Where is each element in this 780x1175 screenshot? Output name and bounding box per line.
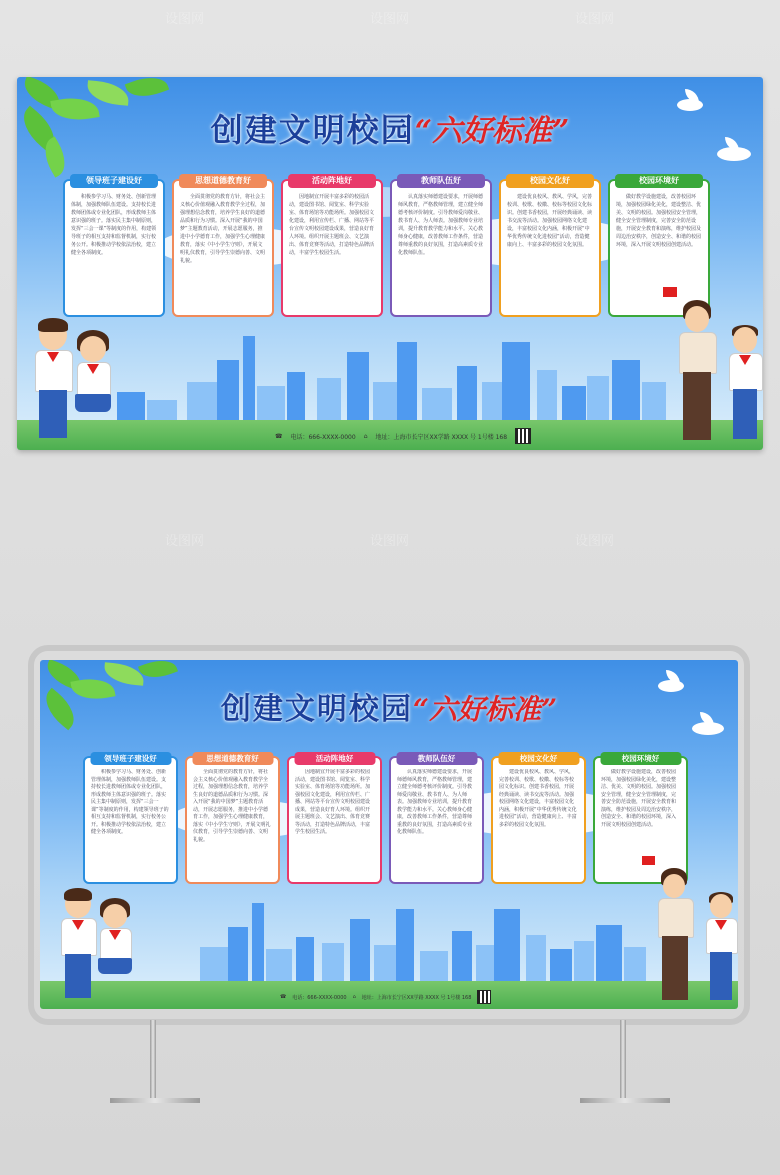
card-6: [593, 753, 688, 884]
card-heading: 教师队伍好: [396, 752, 477, 765]
watermark: 设图网: [370, 12, 410, 27]
phone-icon: ☎: [280, 994, 287, 1000]
watermark: 设图网: [165, 534, 205, 549]
stand-leg: [150, 1020, 156, 1102]
card-2: [185, 753, 280, 884]
card-heading: 校园文化好: [506, 174, 594, 188]
cards-row: [63, 176, 713, 319]
teacher: [654, 870, 694, 1002]
card-text: 全面贯彻党的教育方针，将社会主义核心价值观融入教育教学全过程，加强理想信念教育，培养学生良好的道德品质和行为习惯。深入开展“我的中国梦”主题教育活动，开展志愿服务，推进中小学德育工作，加强学生心理健康教育，落实《中小学生守则》，开展文明礼仪教育，引导学生崇德向善、文明礼貌。: [193, 769, 271, 843]
card-heading: 领导班子建设好: [70, 174, 158, 188]
location-icon: ⌂: [352, 994, 356, 1000]
card-6: [608, 176, 710, 317]
card-heading: 校园环境好: [600, 752, 681, 765]
card-2: [172, 176, 274, 317]
card-heading: 思想道德教育好: [192, 752, 273, 765]
card-heading: 教师队伍好: [397, 174, 485, 188]
card-heading: 校园环境好: [615, 174, 703, 188]
title-main: 创建文明校园: [220, 692, 413, 727]
footer-phone: 电话：666-XXXX-0000: [290, 433, 356, 441]
card-heading: 校园文化好: [498, 752, 579, 765]
qr-code: [477, 990, 491, 1004]
student-girl: [98, 900, 132, 1000]
card-text: 建设优良校风、教风、学风，完善校训、校歌、校徽、校标等校园文化标识。创建书香校园，开展经典诵读、读书交流等活动。加强校园网络文化建设，丰富校园文化内涵，积极开展“中华优秀传统文化进校园”活动，营造健康向上、丰富多彩的校园文化氛围。: [507, 194, 593, 248]
card-3: [281, 176, 383, 317]
card-4: [390, 176, 492, 317]
card-1: [83, 753, 178, 884]
watermark: 设图网: [165, 12, 205, 27]
stand-leg: [620, 1020, 626, 1102]
cards-row: [83, 753, 691, 886]
card-text: 因地制宜开展丰富多彩的校园活动，建设图书馆、阅览室、科学实验室、体育场馆等功能场所。加强校园文化建设，利用宣传栏、广播、网站等平台宣传文明校园建设成果，营造良好育人环境。组织开展主题班会、文艺演出、体育竞赛等活动，打造特色品牌活动，丰富学生校园生活。: [295, 769, 371, 835]
card-text: 建设优良校风、教风、学风，完善校训、校歌、校徽、校标等校园文化标识。创建书香校园，开展经典诵读、读书交流等活动。加强校园网络文化建设，丰富校园文化内涵，积极开展“中华优秀传统文化进校园”活动，营造健康向上、丰富多彩的校园文化氛围。: [499, 769, 577, 828]
card-heading: 活动阵地好: [294, 752, 375, 765]
title-highlight: “六好标准”: [412, 693, 558, 726]
title-main: 创建文明校园: [210, 111, 415, 149]
card-text: 积极参学习马、财务处、创新管理体制，加强教师队伍建设。支持校长进教师团体或专业化团队，形成教师主体意识强的班子。落实民主集中制原则，发挥“三会一课”等制度的作用，构建领导班子的相互支持和监督机制，实行校务公开。积极推动学校依法治校，建立健全各项制度。: [71, 194, 157, 256]
qr-code: [515, 428, 531, 444]
footer-address: 地址：上海市长宁区XX学路 XXXX 号 1号楼 168: [361, 994, 472, 1001]
banner-mockup: [40, 660, 738, 1009]
teacher: [675, 302, 717, 442]
phone-icon: ☎: [275, 432, 283, 440]
student-boy: [729, 327, 761, 441]
title-highlight: “六好标准”: [414, 114, 570, 149]
card-text: 因地制宜开展丰富多彩的校园活动，建设图书馆、阅览室、科学实验室、体育场馆等功能场所。加强校园文化建设，利用宣传栏、广播、网站等平台宣传文明校园建设成果，营造良好育人环境。组织开展主题班会、文艺演出、体育竞赛等活动，打造特色品牌活动，丰富学生校园生活。: [289, 194, 375, 256]
card-3: [287, 753, 382, 884]
city-skyline: [40, 919, 738, 983]
watermark: 设图网: [575, 12, 615, 27]
location-icon: ⌂: [363, 432, 368, 440]
stand-foot: [580, 1098, 670, 1103]
card-5: [491, 753, 586, 884]
watermark: 设图网: [575, 534, 615, 549]
card-heading: 思想道德教育好: [179, 174, 267, 188]
watermark: 设图网: [370, 534, 410, 549]
card-heading: 活动阵地好: [288, 174, 376, 188]
city-skyline: [17, 352, 763, 422]
card-text: 认真落实师德建设要求，开展师德师风教育，严格教师管理，建立健全师德考核评价制度。引导教师爱岗敬业、教书育人、为人师表。加强教师专业培训，提升教育教学能力和水平。关心教师身心健康，改善教师工作条件，营造尊师重教的良好氛围，打造高素质专业化教师队伍。: [398, 194, 484, 256]
footer-phone: 电话：666-XXXX-0000: [292, 994, 347, 1001]
student-boy: [706, 894, 736, 1002]
footer-address: 地址：上海市长宁区XX学路 XXXX 号 1号楼 168: [375, 433, 508, 441]
card-text: 做好教学设施建设，改善校园环境，加强校园绿化美化，建设整洁、优美、文明的校园。加强校园安全管理，健全安全管理制度，完善安全防范设施，开展安全教育和演练，维护校园及周边治安秩序，创造安全、和谐的校园环境，深入开展文明校园创建活动。: [601, 769, 677, 828]
stand-foot: [110, 1098, 200, 1103]
card-text: 全面贯彻党的教育方针，将社会主义核心价值观融入教育教学全过程，加强理想信念教育，培养学生良好的道德品质和行为习惯。深入开展“我的中国梦”主题教育活动，开展志愿服务，推进中小学德育工作，加强学生心理健康教育，落实《中小学生守则》，开展文明礼仪教育，引导学生崇德向善、文明礼貌。: [180, 194, 266, 264]
card-text: 积极参学习马、财务处、创新管理体制，加强教师队伍建设。支持校长进教师团体或专业化团队，形成教师主体意识强的班子。落实民主集中制原则，发挥“三会一课”等制度的作用，构建领导班子的相互支持和监督机制，实行校务公开。积极推动学校依法治校，建立健全各项制度。: [91, 769, 169, 835]
banner-top: [17, 77, 763, 450]
student-boy: [33, 320, 73, 440]
page-title: [40, 684, 738, 728]
footer-info: [275, 428, 531, 444]
card-text: 做好教学设施建设，改善校园环境，加强校园绿化美化，建设整洁、优美、文明的校园。加强校园安全管理，健全安全管理制度，完善安全防范设施，开展安全教育和演练，维护校园及周边治安秩序，创造安全、和谐的校园环境，深入开展文明校园创建活动。: [616, 194, 702, 248]
page-title: [17, 105, 763, 151]
card-heading: 领导班子建设好: [90, 752, 171, 765]
flag-icon: [663, 287, 677, 297]
footer-info: [280, 990, 491, 1004]
card-5: [499, 176, 601, 317]
card-text: 认真落实师德建设要求，开展师德师风教育，严格教师管理，建立健全师德考核评价制度。引导教师爱岗敬业、教书育人、为人师表。加强教师专业培训，提升教育教学能力和水平。关心教师身心健康，改善教师工作条件，营造尊师重教的良好氛围，打造高素质专业化教师队伍。: [397, 769, 473, 835]
card-4: [389, 753, 484, 884]
student-boy: [60, 890, 96, 1000]
card-1: [63, 176, 165, 317]
student-girl: [75, 332, 111, 440]
flag-icon: [642, 856, 655, 865]
